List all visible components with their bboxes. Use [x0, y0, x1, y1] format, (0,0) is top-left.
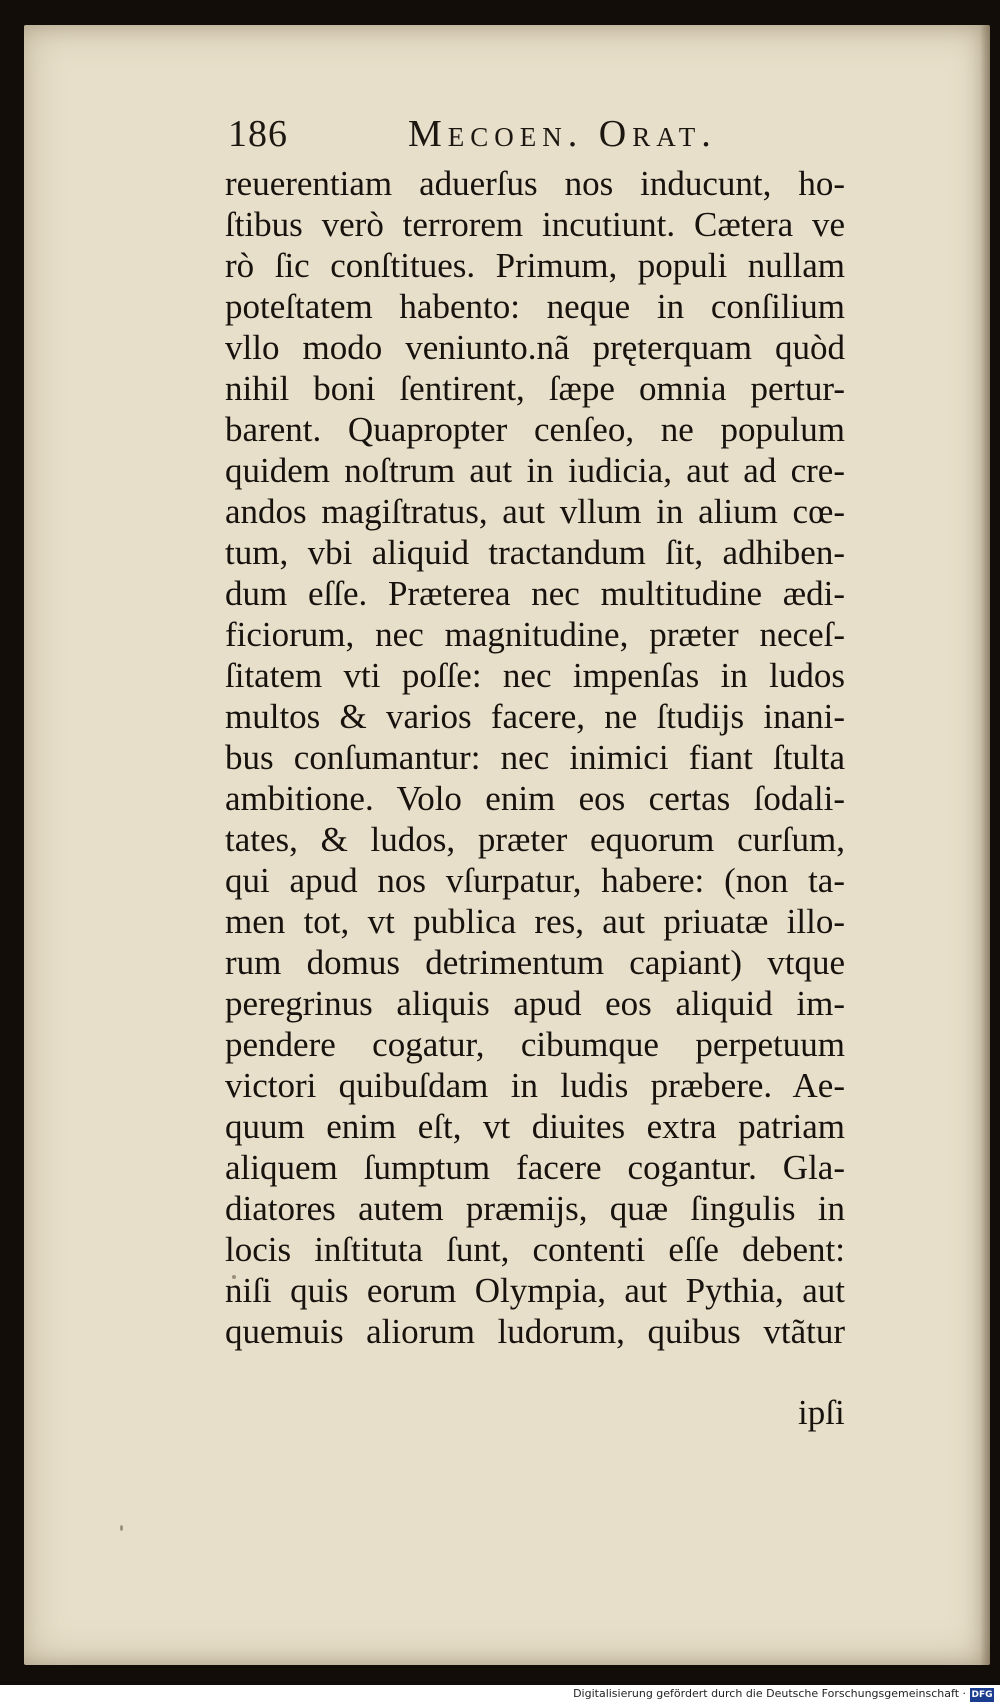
text-line: ſtibus verò terrorem incutiunt. Cætera ve [225, 205, 845, 244]
text-line: quidem noſtrum aut in iudicia, aut ad cre- [225, 451, 845, 490]
text-line: tates, & ludos, præter equorum curſum, [225, 820, 845, 859]
dfg-logo: DFG [971, 1690, 993, 1700]
text-line: tum, vbi aliquid tractandum ſit, adhiben- [225, 533, 845, 572]
text-line: dum eſſe. Præterea nec multitudine ædi- [225, 574, 845, 613]
text-line: aliquem ſumptum facere cogantur. Gla- [225, 1148, 845, 1187]
text-line: reuerentiam aduerſus nos inducunt, ho- [225, 164, 845, 203]
text-line: quemuis aliorum ludorum, quibus vtãtur [225, 1312, 845, 1351]
text-line: diatores autem præmijs, quæ ſingulis in [225, 1189, 845, 1228]
text-line: peregrinus aliquis apud eos aliquid im- [225, 984, 845, 1023]
page-edge-shadow [980, 25, 990, 1665]
text-line: qui apud nos vſurpatur, habere: (non ta- [225, 861, 845, 900]
running-head [228, 112, 808, 162]
digitization-credit: Digitalisierung gefördert durch die Deutsche Forschungsgemeinschaft · [573, 1687, 966, 1700]
text-line: rum domus detrimentum capiant) vtque [225, 943, 845, 982]
text-line: vllo modo veniunto.nã pręterquam quòd [225, 328, 845, 367]
text-line: nihil boni ſentirent, ſæpe omnia pertur- [225, 369, 845, 408]
text-line: quum enim eſt, vt diuites extra patriam [225, 1107, 845, 1146]
body-text [225, 163, 845, 1352]
text-line: rò ſic conſtitues. Primum, populi nullam [225, 246, 845, 285]
text-line: ficiorum, nec magnitudine, præter neceſ- [225, 615, 845, 654]
page-number: 186 [228, 113, 288, 155]
text-line: multos & varios facere, ne ſtudijs inani- [225, 697, 845, 736]
text-line: barent. Quapropter cenſeo, ne populum [225, 410, 845, 449]
paper-speck [120, 1525, 123, 1531]
running-title: Mecoen. Orat. [408, 113, 717, 155]
text-line: ambitione. Volo enim eos certas ſodali- [225, 779, 845, 818]
text-line: bus conſumantur: nec inimici fiant ſtulta [225, 738, 845, 777]
text-line: ſitatem vti poſſe: nec impenſas in ludos [225, 656, 845, 695]
text-line: poteſtatem habento: neque in conſilium [225, 287, 845, 326]
text-line: men tot, vt publica res, aut priuatæ illo- [225, 902, 845, 941]
footer-bar [0, 1685, 1000, 1707]
text-line: niſi quis eorum Olympia, aut Pythia, aut [225, 1271, 845, 1310]
catchword: ipſi [798, 1393, 845, 1432]
text-line: andos magiſtratus, aut vllum in alium cœ- [225, 492, 845, 531]
text-line: victori quibuſdam in ludis præbere. Ae- [225, 1066, 845, 1105]
text-line: pendere cogatur, cibumque perpetuum [225, 1025, 845, 1064]
text-line: locis inſtituta ſunt, contenti eſſe debent: [225, 1230, 845, 1269]
